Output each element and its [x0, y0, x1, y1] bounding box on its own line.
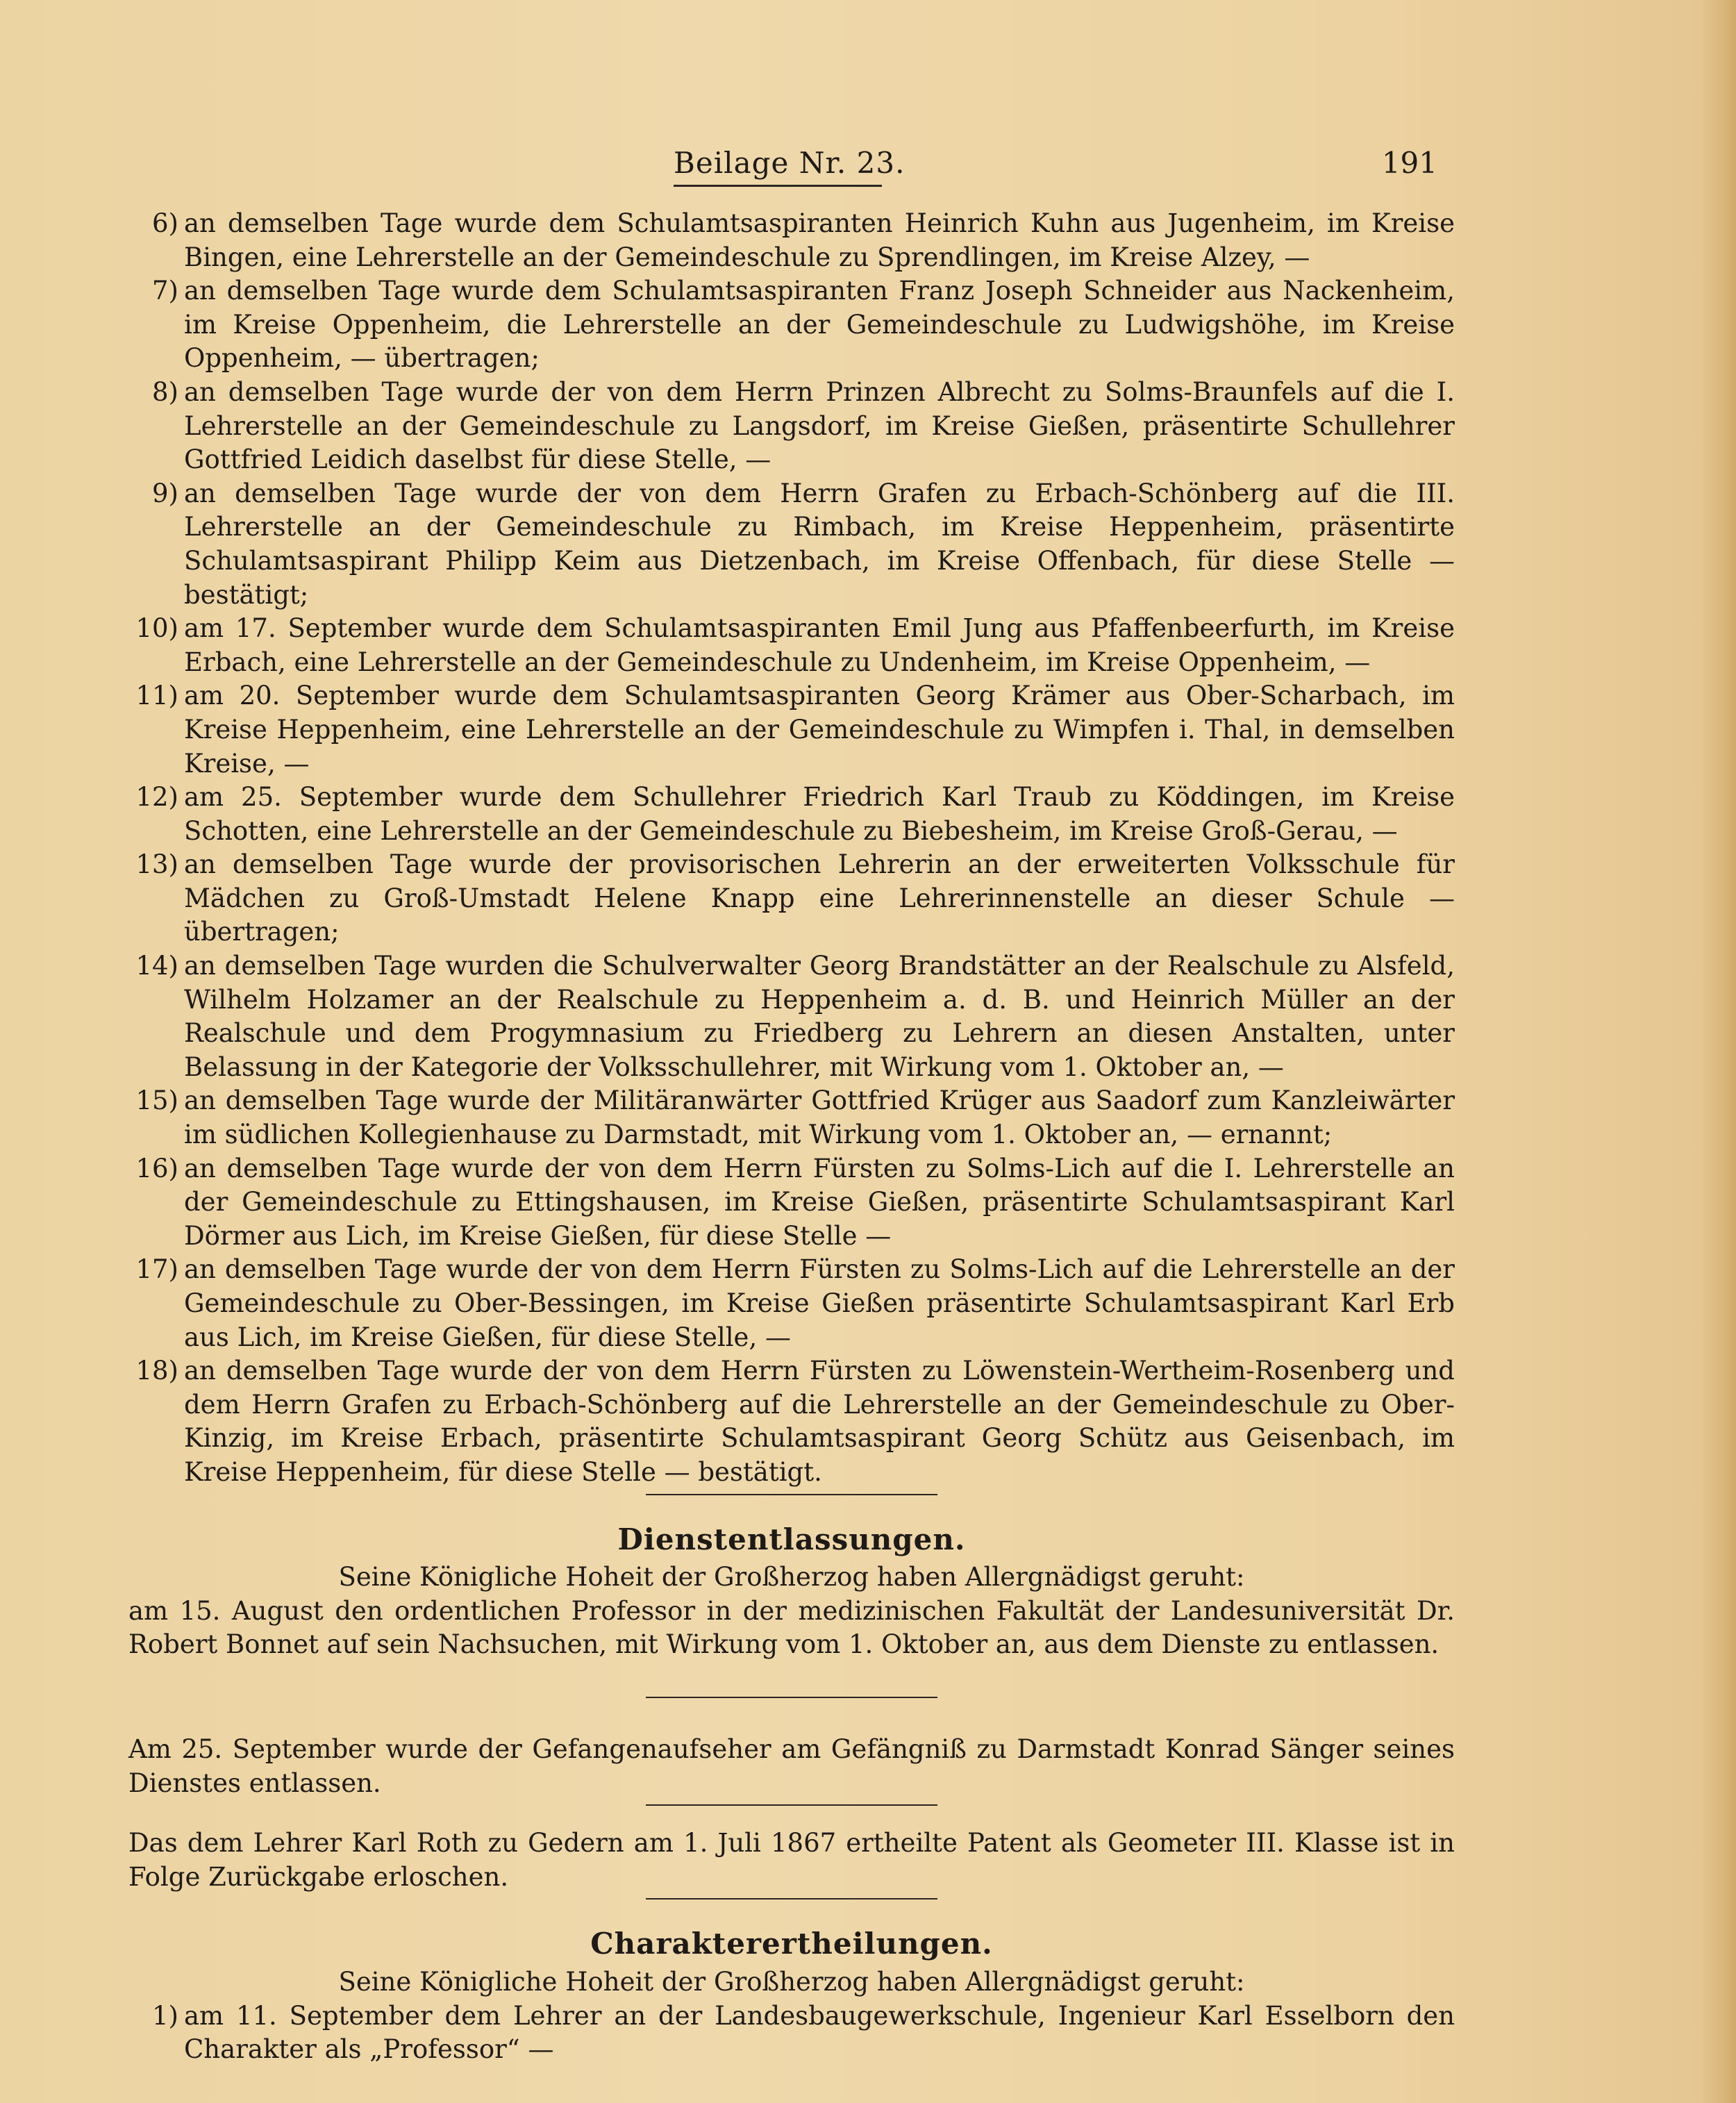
item-number: 9): [152, 478, 178, 508]
section-heading-dismissals: Dienstentlassungen.: [617, 1522, 966, 1556]
notice-paragraph: Am 25. September wurde der Gefangenaufseher am Gefängniß zu Darmstadt Konrad Sänger seines Dienstes entlassen.: [128, 1734, 1455, 1798]
item-text: am 20. September wurde dem Schulamtsaspiranten Georg Krämer aus Ober-Scharbach, im Kreise Heppenheim, eine Lehrerstelle an der Gemeindeschule zu Wimpfen i. Thal, in demselben Kreise, —: [184, 681, 1455, 779]
section-divider: [646, 1804, 937, 1806]
item-text: an demselben Tage wurde dem Schulamtsaspiranten Franz Joseph Schneider aus Nackenheim, im Kreise Oppenheim, die Lehrerstelle an der Gemeindeschule zu Ludwigshöhe, im Kreise Oppenheim, — übertragen;: [184, 276, 1455, 374]
item-text: an demselben Tage wurde dem Schulamtsaspiranten Heinrich Kuhn aus Jugenheim, im Kreise Bingen, eine Lehrerstelle an der Gemeindeschule zu Sprendlingen, im Kreise Alzey, —: [184, 208, 1455, 272]
item-text: am 17. September wurde dem Schulamtsaspiranten Emil Jung aus Pfaffenbeerfurth, im Kreise Erbach, eine Lehrerstelle an der Gemeindeschule zu Undenheim, im Kreise Oppenheim, —: [184, 613, 1455, 677]
section-intro: Seine Königliche Hoheit der Großherzog haben Allergnädigst geruht:: [338, 1966, 1245, 1997]
paper-edge: [1700, 0, 1736, 2103]
section-heading-characters: Charakterertheilungen.: [590, 1927, 993, 1961]
page-header: [674, 146, 1437, 188]
item-number: 14): [135, 951, 178, 981]
item-text: an demselben Tage wurde der von dem Herrn Fürsten zu Solms-Lich auf die Lehrerstelle an der Gemeindeschule zu Ober-Bessingen, im Kreise Gießen präsentirte Schulamtsaspirant Karl Erb aus Lich, im Kreise Gießen, für diese Stelle, —: [184, 1254, 1455, 1352]
page-number: 191: [1381, 146, 1437, 180]
item-number: 15): [135, 1086, 178, 1116]
item-number: 13): [135, 849, 178, 880]
list-item: [128, 477, 1455, 612]
item-text: an demselben Tage wurde der von dem Herrn Fürsten zu Solms-Lich auf die I. Lehrerstelle an der Gemeindeschule zu Ettingshausen, im Kreise Gießen, präsentirte Schulamtsaspirant Karl Dörmer aus Lich, im Kreise Gießen, für diese Stelle —: [184, 1153, 1455, 1251]
section-intro: Seine Königliche Hoheit der Großherzog haben Allergnädigst geruht:: [338, 1562, 1245, 1593]
item-number: 17): [135, 1254, 178, 1285]
list-item: [128, 2000, 1455, 2067]
list-item: [128, 1152, 1455, 1254]
item-number: 1): [152, 2000, 178, 2031]
item-text: am 11. September dem Lehrer an der Landesbaugewerkschule, Ingenieur Karl Esselborn den Charakter als „Professor“ —: [184, 2000, 1455, 2065]
list-item: [128, 781, 1455, 848]
dismissal-entry: am 15. August den ordentlichen Professor in der medizinischen Fakultät der Landesuniversität Dr. Robert Bonnet auf sein Nachsuchen, mit Wirkung vom 1. Oktober an, aus dem Dienste zu entlassen.: [128, 1595, 1455, 1660]
item-text: am 25. September wurde dem Schullehrer Friedrich Karl Traub zu Köddingen, im Kreise Schotten, eine Lehrerstelle an der Gemeindeschule zu Biebesheim, im Kreise Groß-Gerau, —: [184, 782, 1455, 846]
list-item: [128, 1354, 1455, 1489]
item-text: an demselben Tage wurden die Schulverwalter Georg Brandstätter an der Realschule zu Alsfeld, Wilhelm Holzamer an der Realschule zu Heppenheim a. d. B. und Heinrich Müller an der Realschule und dem Progymnasium zu Friedberg zu Lehrern an diesen Anstalten, unter Belassung in der Kategorie der Volksschullehrer, mit Wirkung vom 1. Oktober an, —: [184, 951, 1455, 1082]
supplement-title: Beilage Nr. 23.: [674, 146, 905, 180]
item-number: 12): [135, 782, 178, 813]
list-item: [128, 207, 1455, 274]
item-text: an demselben Tage wurde der provisorischen Lehrerin an der erweiterten Volksschule für Mädchen zu Groß-Umstadt Helene Knapp eine Lehrerinnenstelle an dieser Schule — übertragen;: [184, 849, 1455, 947]
item-number: 6): [152, 208, 178, 238]
item-number: 16): [135, 1153, 178, 1183]
section-divider: [646, 1494, 937, 1495]
notice-paragraph: Das dem Lehrer Karl Roth zu Gedern am 1. Juli 1867 ertheilte Patent als Geometer III. Klasse ist in Folge Zurückgabe erloschen.: [128, 1828, 1455, 1892]
list-item: [128, 376, 1455, 477]
list-item: [128, 679, 1455, 781]
list-item: [128, 612, 1455, 679]
item-number: 7): [152, 276, 178, 306]
list-item: [128, 1253, 1455, 1354]
item-text: an demselben Tage wurde der Militäranwärter Gottfried Krüger aus Saadorf zum Kanzleiwärter im südlichen Kollegienhause zu Darmstadt, mit Wirkung vom 1. Oktober an, — ernannt;: [184, 1086, 1455, 1150]
document-body: [128, 207, 1455, 2067]
header-underline: [674, 185, 882, 187]
item-number: 8): [152, 376, 178, 407]
item-text: an demselben Tage wurde der von dem Herrn Grafen zu Erbach-Schönberg auf die III. Lehrerstelle an der Gemeindeschule zu Rimbach, im Kreise Heppenheim, präsentirte Schulamtsaspirant Philipp Keim aus Dietzenbach, im Kreise Offenbach, für diese Stelle — bestätigt;: [184, 478, 1455, 610]
list-item: [128, 848, 1455, 949]
list-item: [128, 949, 1455, 1084]
section-divider: [646, 1898, 937, 1900]
item-text: an demselben Tage wurde der von dem Herrn Prinzen Albrecht zu Solms-Braunfels auf die I. Lehrerstelle an der Gemeindeschule zu Langsdorf, im Kreise Gießen, präsentirte Schullehrer Gottfried Leidich daselbst für diese Stelle, —: [184, 376, 1455, 475]
section-divider: [646, 1697, 937, 1698]
item-number: 11): [135, 681, 178, 711]
item-text: an demselben Tage wurde der von dem Herrn Fürsten zu Löwenstein-Wertheim-Rosenberg und dem Herrn Grafen zu Erbach-Schönberg auf die Lehrerstelle an der Gemeindeschule zu Ober-Kinzig, im Kreise Erbach, präsentirte Schulamtsaspirant Georg Schütz aus Geisenbach, im Kreise Heppenheim, für diese Stelle — bestätigt.: [184, 1356, 1455, 1487]
list-item: [128, 1084, 1455, 1152]
item-number: 10): [135, 613, 178, 644]
list-item: [128, 274, 1455, 376]
item-number: 18): [135, 1356, 178, 1386]
